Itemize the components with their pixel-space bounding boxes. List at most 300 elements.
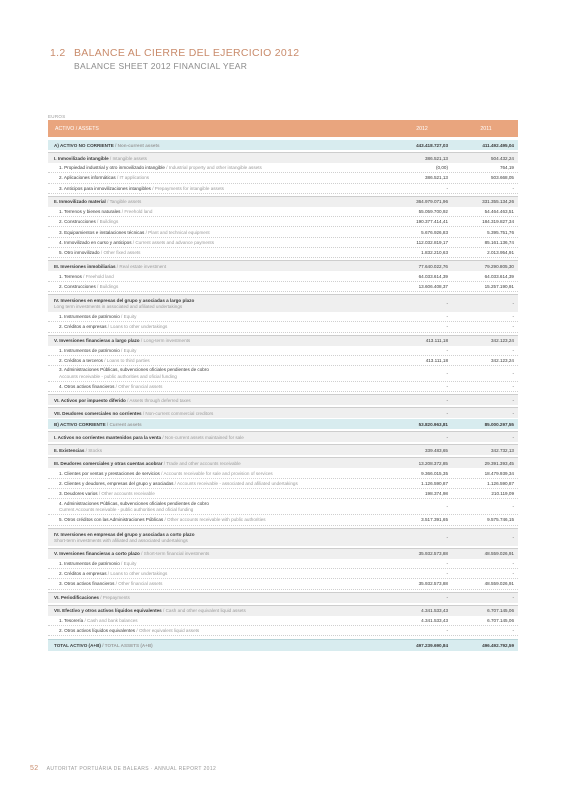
row-label <box>48 411 386 416</box>
table-row <box>48 626 518 636</box>
table-row <box>48 407 518 418</box>
row-label-es: 2. Otros activos líquidos equivalentes <box>59 627 136 633</box>
row-label-es: 1. Terrenos <box>59 273 82 279</box>
row-label <box>48 186 386 191</box>
row-label-separator: / <box>119 347 124 353</box>
value-2011: - <box>512 185 514 191</box>
row-label-es: 2. Aplicaciones informáticas <box>59 175 116 181</box>
row-label-separator: / <box>163 517 168 523</box>
row-label-es: II. Inmovilizado material <box>54 199 106 205</box>
row-label-es: 5. Otro inmovilizado <box>59 250 100 256</box>
row-label-en: Freehold land <box>85 273 114 279</box>
table-row <box>48 444 518 455</box>
value-2012: 55.059.700,92 <box>418 209 448 215</box>
table-row <box>48 559 518 569</box>
value-2011: - <box>512 534 514 540</box>
table-row <box>48 419 518 429</box>
row-label-es: I. Activos no corrientes mantenidos para la venta <box>54 434 162 440</box>
row-label-es: B) ACTIVO CORRIENTE <box>54 421 106 427</box>
value-2011: 85.000.297,55 <box>484 421 514 427</box>
row-label-en: IT applications <box>119 175 150 181</box>
value-2011: 2.013.954,91 <box>487 250 514 256</box>
row-label-en: Other accounts receivable with public authorities <box>167 517 266 523</box>
row-label-es: 4. Inmovilizado en curso y anticipos <box>59 239 132 245</box>
table-row <box>48 431 518 442</box>
row-label-separator: / <box>139 338 144 344</box>
row-label-separator: / <box>120 209 125 215</box>
row-label <box>48 422 386 427</box>
row-label-es: III. Inversiones inmobiliarias <box>54 263 116 269</box>
table-row <box>48 479 518 489</box>
row-label-es: V. Inversiones financieras a largo plazo <box>54 338 140 344</box>
table-header <box>48 120 518 137</box>
row-label-es: 2. Clientes y deudores, empresas del grupo y asociadas <box>59 480 174 486</box>
table-row <box>48 173 518 183</box>
row-label <box>48 165 386 170</box>
table-row <box>48 248 518 258</box>
row-label-en: TOTAL ASSETS (A+B) <box>104 643 153 649</box>
value-2012: - <box>446 434 448 440</box>
row-label-en: Non-current assets maintained for sale <box>164 434 244 440</box>
value-2012: 9.366.015,35 <box>421 470 448 476</box>
row-label <box>48 358 386 363</box>
value-2012: - <box>446 595 448 601</box>
section-subtitle: BALANCE SHEET 2012 FINANCIAL YEAR <box>74 61 248 71</box>
value-2012: 35.932.573,88 <box>418 581 448 587</box>
row-label-separator: / <box>102 358 107 363</box>
page-number: 52 <box>30 765 39 772</box>
header-label-en: ASSETS <box>78 125 99 132</box>
value-2011: - <box>512 371 514 377</box>
value-2011: - <box>512 314 514 320</box>
row-label-en: Other fixed assets <box>103 250 141 256</box>
row-label <box>48 219 386 224</box>
row-label-es: 1. Propiedad industrial y otro inmovilizado intangible <box>59 165 165 171</box>
value-2011: 15.257.190,91 <box>484 283 514 289</box>
value-2011: 1.126.590,87 <box>487 480 514 486</box>
row-label-en: Long term investments in associated and afiliated undertakings <box>54 303 183 309</box>
row-label-en: Accounts receivable - public authorities and oficial funding <box>59 374 177 380</box>
value-2012: - <box>446 534 448 540</box>
row-label <box>48 595 386 600</box>
table-row <box>48 569 518 579</box>
footer-report: ANNUAL REPORT 2012 <box>154 766 217 772</box>
row-label-en: Loans to other undertakings <box>110 571 168 577</box>
row-label-en: Prepayments for intangible assets <box>154 185 224 191</box>
row-label-es: A) ACTIVO NO CORRIENTE <box>54 142 114 148</box>
row-label-separator: / <box>125 397 130 403</box>
row-label <box>48 561 386 566</box>
row-label-separator: / <box>161 608 166 614</box>
value-2012: 386.521,13 <box>425 175 448 181</box>
header-year-2011: 2011 <box>480 125 492 132</box>
value-2012: 77.640.022,76 <box>418 263 448 269</box>
row-label <box>48 517 386 522</box>
value-2011: 6.707.145,06 <box>487 617 514 623</box>
table-row <box>48 468 518 478</box>
row-label <box>48 608 386 613</box>
row-label-en: Equity <box>123 560 137 566</box>
value-2012: - <box>446 300 448 306</box>
row-label-separator: / <box>100 643 105 649</box>
row-label-separator: / <box>144 229 149 235</box>
value-2011: - <box>512 410 514 416</box>
value-2011: 79.290.805,30 <box>484 263 514 269</box>
row-label-en: Long-term investments <box>143 338 191 344</box>
row-label <box>48 209 386 214</box>
row-label-separator: / <box>106 571 111 577</box>
row-label-es: 1. Terrenos y bienes naturales <box>59 209 121 215</box>
value-2012: 13.208.372,85 <box>418 460 448 466</box>
table-row <box>48 457 518 468</box>
value-2011: 9.575.746,15 <box>487 517 514 523</box>
value-2012: 1.126.590,87 <box>421 480 448 486</box>
row-label <box>48 156 386 161</box>
row-label-separator: / <box>114 581 119 587</box>
row-label-separator: / <box>119 560 124 566</box>
value-2012: - <box>446 347 448 353</box>
row-label <box>48 199 386 204</box>
row-label-en: Accounts receivable for sale and provision of services <box>163 470 273 476</box>
row-label <box>48 448 386 453</box>
table-row <box>48 282 518 292</box>
value-2012: 64.033.614,39 <box>418 273 448 279</box>
row-label-separator: / <box>135 627 139 633</box>
row-label-en: Equity <box>123 347 137 353</box>
value-2011: 48.559.026,91 <box>484 551 514 557</box>
value-2011: - <box>512 595 514 601</box>
value-2012: 364.979.071,96 <box>416 199 448 205</box>
value-2011: 6.707.145,06 <box>487 608 514 614</box>
row-label <box>48 481 386 486</box>
row-label-es: 1. Clientes por ventas y prestaciones de servicios <box>59 470 160 476</box>
row-label <box>48 384 386 389</box>
row-label-en: Prepayments <box>102 595 130 601</box>
value-2012: - <box>446 384 448 390</box>
footer-separator: · <box>149 766 155 772</box>
row-label <box>48 175 386 180</box>
value-2012: - <box>446 504 448 510</box>
footer-publisher: AUTORITAT PORTUÀRIA DE BALEARS <box>46 766 149 772</box>
value-2012: - <box>446 324 448 330</box>
value-2011: 411.492.495,04 <box>482 142 514 148</box>
row-label <box>48 143 386 148</box>
table-row <box>48 499 518 515</box>
row-label-separator: / <box>81 273 86 279</box>
row-label-separator: / <box>139 551 144 557</box>
row-label-en: Accounts receivable - associated and afiliated undertakings <box>176 480 298 486</box>
row-label-es: V. Inversiones financieras a corto plazo <box>54 551 140 557</box>
value-2012: 4.341.533,43 <box>421 617 448 623</box>
value-2012: 497.239.690,84 <box>416 643 448 649</box>
row-label-separator: / <box>115 175 120 181</box>
table-row <box>48 366 518 382</box>
row-label-separator: / <box>97 491 102 497</box>
value-2011: - <box>512 627 514 633</box>
table-row <box>48 335 518 346</box>
header-label <box>48 126 390 132</box>
row-label <box>48 581 386 586</box>
row-label <box>48 284 386 289</box>
row-label <box>48 571 386 576</box>
value-2011: 331.355.134,26 <box>482 199 514 205</box>
value-2012: 190.377.414,41 <box>416 219 448 225</box>
row-label-es: VII. Efectivo y otros activos líquidos equivalentes <box>54 608 162 614</box>
row-label <box>48 491 386 496</box>
row-label-en: Equity <box>123 314 137 320</box>
row-label-en: Other financial assets <box>118 384 163 390</box>
row-label-en: Loans to third parties <box>106 358 150 363</box>
row-label <box>48 338 386 343</box>
row-label-separator: / <box>108 155 113 161</box>
row-label-en: Stocks <box>88 447 103 453</box>
row-label-es: 4. Administraciones Públicas, subvenciones oficiales pendientes de cobro <box>59 500 209 506</box>
row-label-separator: / <box>83 617 88 623</box>
table-row <box>48 616 518 626</box>
row-label-separator: / <box>173 480 177 486</box>
row-label-es: 1. Instrumentos de patrimonio <box>59 347 120 353</box>
row-label-es: 3. Otros activos financieros <box>59 581 115 587</box>
value-2012: - <box>446 314 448 320</box>
row-label-es: VII. Deudores comerciales no corrientes <box>54 410 142 416</box>
row-label <box>48 367 386 379</box>
row-label <box>48 501 386 513</box>
row-label-es: 1. Instrumentos de patrimonio <box>59 314 120 320</box>
value-2012: - <box>446 627 448 633</box>
table-row <box>48 217 518 227</box>
row-label <box>48 643 386 648</box>
table-row <box>48 196 518 207</box>
value-2011: 184.319.827,34 <box>482 219 514 225</box>
row-label-en: Buildings <box>99 283 119 289</box>
value-2011: 64.033.614,39 <box>484 273 514 279</box>
value-2012: 53.820.963,81 <box>418 421 448 427</box>
row-label-es: II. Existencias <box>54 447 85 453</box>
row-label <box>48 230 386 235</box>
table-row <box>48 312 518 322</box>
row-label-en: Short-term financial investments <box>143 551 210 557</box>
table-row <box>48 227 518 237</box>
row-label <box>48 324 386 329</box>
row-label-es: 3. Anticipos para inmovilizaciones intangibles <box>59 185 151 191</box>
row-label-es: I. Inmovilizado intangible <box>54 155 109 161</box>
value-2012: 112.032.819,17 <box>416 239 448 245</box>
value-2011: 764,19 <box>499 165 514 171</box>
table-row <box>48 207 518 217</box>
row-label-separator: / <box>99 250 104 256</box>
row-label <box>48 398 386 403</box>
value-2012: - <box>446 410 448 416</box>
row-label-es: 2. Créditos a terceros <box>59 358 103 363</box>
value-2011: 503.668,05 <box>491 175 514 181</box>
value-2012: 3.517.391,65 <box>421 517 448 523</box>
table-row <box>48 639 518 651</box>
section-number: 1.2 <box>50 47 66 59</box>
row-label-es: VI. Periodificaciones <box>54 595 99 601</box>
value-2011: - <box>512 347 514 353</box>
table-row <box>48 592 518 603</box>
table-row <box>48 184 518 194</box>
row-label-es: 1. Tesorería <box>59 617 84 623</box>
value-2011: - <box>512 434 514 440</box>
value-2011: - <box>512 571 514 577</box>
row-label-es: 2. Créditos a empresas <box>59 324 107 330</box>
row-label-es: 2. Créditos a empresas <box>59 571 107 577</box>
row-label-separator: / <box>164 165 169 171</box>
row-label <box>48 314 386 319</box>
table-row <box>48 140 518 150</box>
value-2012: 413.111,18 <box>425 338 448 344</box>
row-label-en: Buildings <box>99 219 119 225</box>
value-2011: 29.391.393,45 <box>484 460 514 466</box>
row-label-separator: / <box>95 283 100 289</box>
value-2012: 443.418.727,03 <box>416 142 448 148</box>
row-label-separator: / <box>150 185 155 191</box>
value-2011: 504.432,24 <box>491 155 514 161</box>
row-label-separator: / <box>106 324 111 330</box>
row-label-en: Other financial assets <box>118 581 163 587</box>
value-2011: - <box>512 300 514 306</box>
row-label-en: Current Accounts receivable - public authorities and oficial funding <box>59 507 194 513</box>
value-2012: 339.483,65 <box>425 447 448 453</box>
table-body <box>48 140 518 651</box>
table-row <box>48 294 518 312</box>
row-label-en: Tangible assets <box>109 199 142 205</box>
value-2012: 5.676.926,83 <box>421 229 448 235</box>
row-label-en: Assets through deferred taxes <box>129 397 191 403</box>
table-row <box>48 394 518 405</box>
row-label-es: 3. Deudores varios <box>59 491 98 497</box>
value-2012: 4.341.533,43 <box>421 608 448 614</box>
row-label-es: 2. Construcciones <box>59 219 96 225</box>
table-row <box>48 260 518 271</box>
table-row <box>48 356 518 366</box>
table-row <box>48 515 518 525</box>
row-label-separator: / <box>113 142 118 148</box>
value-2012: 413.111,18 <box>425 358 448 363</box>
row-label <box>48 628 386 633</box>
row-label-separator: / <box>84 447 89 453</box>
value-2011: - <box>512 504 514 510</box>
row-label-separator: / <box>105 199 110 205</box>
table-row <box>48 163 518 173</box>
value-2012: 35.932.573,88 <box>418 551 448 557</box>
row-label-es: IV. Inversiones en empresas del grupo y asociadas a largo plazo <box>54 297 195 303</box>
value-2012: - <box>446 371 448 377</box>
value-2011: 85.161.136,74 <box>484 239 514 245</box>
value-2012: 386.521,13 <box>425 155 448 161</box>
table-row <box>48 605 518 616</box>
row-label-separator: / <box>159 470 164 476</box>
row-label <box>48 618 386 623</box>
value-2011: - <box>512 324 514 330</box>
table-row <box>48 548 518 559</box>
value-2012: - <box>446 571 448 577</box>
table-row <box>48 346 518 356</box>
value-2012: 1.832.210,63 <box>421 250 448 256</box>
section-title: BALANCE AL CIERRE DEL EJERCICIO 2012 <box>74 47 300 59</box>
row-label-es: VI. Activos por impuesto diferido <box>54 397 126 403</box>
row-label-es: TOTAL ACTIVO (A+B) <box>54 643 101 649</box>
row-label-en: Trade and other accounts receivable <box>166 460 241 466</box>
value-2011: 342.123,24 <box>491 358 514 363</box>
row-label-en: Short-term investments with afiliated and associated undertakings <box>54 537 188 543</box>
value-2011: - <box>512 397 514 403</box>
row-label-separator: / <box>95 219 100 225</box>
value-2011: 54.464.463,51 <box>484 209 514 215</box>
row-label <box>48 264 386 269</box>
row-label-separator: / <box>141 410 146 416</box>
row-label-es: III. Deudores comerciales y otras cuentas acobrar <box>54 460 163 466</box>
row-label-en: Other accounts receivable <box>101 491 155 497</box>
row-label-separator: / <box>119 314 124 320</box>
row-label <box>48 532 386 543</box>
row-label-separator: / <box>115 263 120 269</box>
value-2011: 48.559.026,91 <box>484 581 514 587</box>
row-label-en: Non-current assets <box>117 142 160 148</box>
row-label-en: Freehold land <box>124 209 153 215</box>
row-label <box>48 298 386 309</box>
table-row <box>48 382 518 392</box>
value-2011: 496.492.792,59 <box>482 643 514 649</box>
row-label-separator: / <box>98 595 103 601</box>
header-label-sep: / <box>74 125 79 132</box>
row-label-es: 1. Instrumentos de patrimonio <box>59 560 120 566</box>
row-label-en: Cash and other equivalent liquid assets <box>165 608 246 614</box>
value-2012: - <box>446 560 448 566</box>
value-2011: 5.395.751,76 <box>487 229 514 235</box>
row-label <box>48 274 386 279</box>
row-label-en: Current assets <box>109 421 142 427</box>
value-2012: (0,00) <box>435 165 448 171</box>
row-label <box>48 348 386 353</box>
page-footer <box>30 765 216 772</box>
header-year-2012: 2012 <box>416 125 428 132</box>
table-row <box>48 152 518 163</box>
row-label <box>48 551 386 556</box>
table-row <box>48 238 518 248</box>
row-label-en: Intangible assets <box>112 155 147 161</box>
row-label <box>48 250 386 255</box>
balance-sheet-table <box>48 120 518 651</box>
table-row <box>48 528 518 546</box>
table-row <box>48 322 518 332</box>
value-2012: - <box>446 397 448 403</box>
row-label-es: 3. Equipamientos e instalaciones técnicas <box>59 229 145 235</box>
row-label-separator: / <box>162 460 167 466</box>
row-label-en: Current assets and advance payments <box>135 239 215 245</box>
row-label-es: IV. Inversiones en empresas del grupo y asociadas a corto plazo <box>54 531 195 537</box>
table-row <box>48 271 518 281</box>
header-label-es: ACTIVO <box>55 125 75 132</box>
row-label <box>48 461 386 466</box>
table-row <box>48 489 518 499</box>
value-2011: 210.119,09 <box>491 491 514 497</box>
value-2012: 198.374,98 <box>425 491 448 497</box>
row-label-separator: / <box>105 421 110 427</box>
value-2011: - <box>512 560 514 566</box>
row-label <box>48 471 386 476</box>
value-2012: 13.606.408,37 <box>418 283 448 289</box>
row-label-en: Real estate investment <box>119 263 167 269</box>
row-label-en: Loans to other undertakings <box>110 324 168 330</box>
row-label-en: Cash and bank balances <box>87 617 138 623</box>
row-label-es: 3. Administraciones Públicas, subvenciones oficiales pendientes de cobro <box>59 367 209 373</box>
row-label-en: Non-current commercial creditors <box>145 410 214 416</box>
value-2011: 342.123,24 <box>491 338 514 344</box>
value-2011: 342.732,13 <box>491 447 514 453</box>
row-label <box>48 240 386 245</box>
